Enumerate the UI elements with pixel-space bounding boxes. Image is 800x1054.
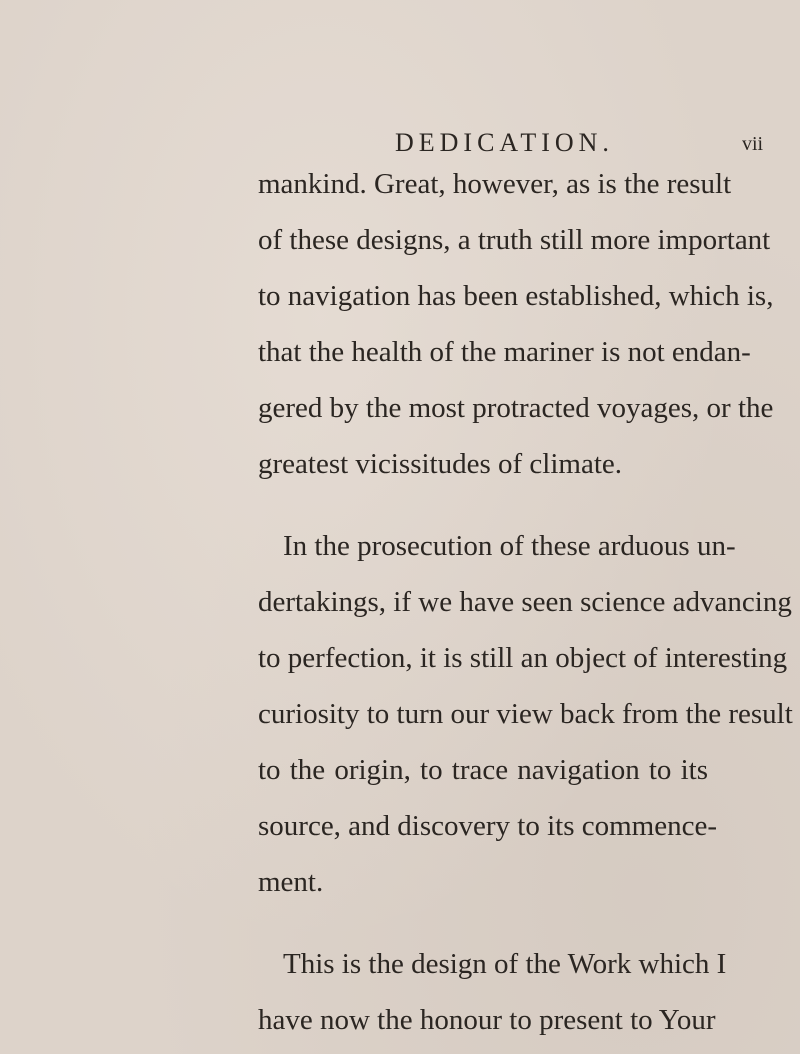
text-line: dertakings, if we have seen science advancing xyxy=(258,586,792,618)
text-line: This is the design of the Work which I xyxy=(283,948,727,980)
text-line: In the prosecution of these arduous un- xyxy=(283,530,736,562)
running-title: DEDICATION. xyxy=(395,128,614,157)
text-line: mankind. Great, however, as is the result xyxy=(258,168,732,200)
text-line: of these designs, a truth still more important xyxy=(258,224,771,256)
page-number: vii xyxy=(742,133,764,155)
text-line: gered by the most protracted voyages, or the xyxy=(258,392,774,424)
text-line: have now the honour to present to Your xyxy=(258,1004,716,1036)
text-line: that the health of the mariner is not endan- xyxy=(258,336,751,368)
text-line: to navigation has been established, which is, xyxy=(258,280,774,312)
text-line: ment. xyxy=(258,866,324,898)
text-line: to perfection, it is still an object of interesting xyxy=(258,642,788,674)
text-line: curiosity to turn our view back from the result xyxy=(258,698,793,730)
text-line: to the origin, to trace navigation to its xyxy=(258,754,708,786)
text-line: greatest vicissitudes of climate. xyxy=(258,448,623,480)
text-line: source, and discovery to its commence- xyxy=(258,810,718,842)
